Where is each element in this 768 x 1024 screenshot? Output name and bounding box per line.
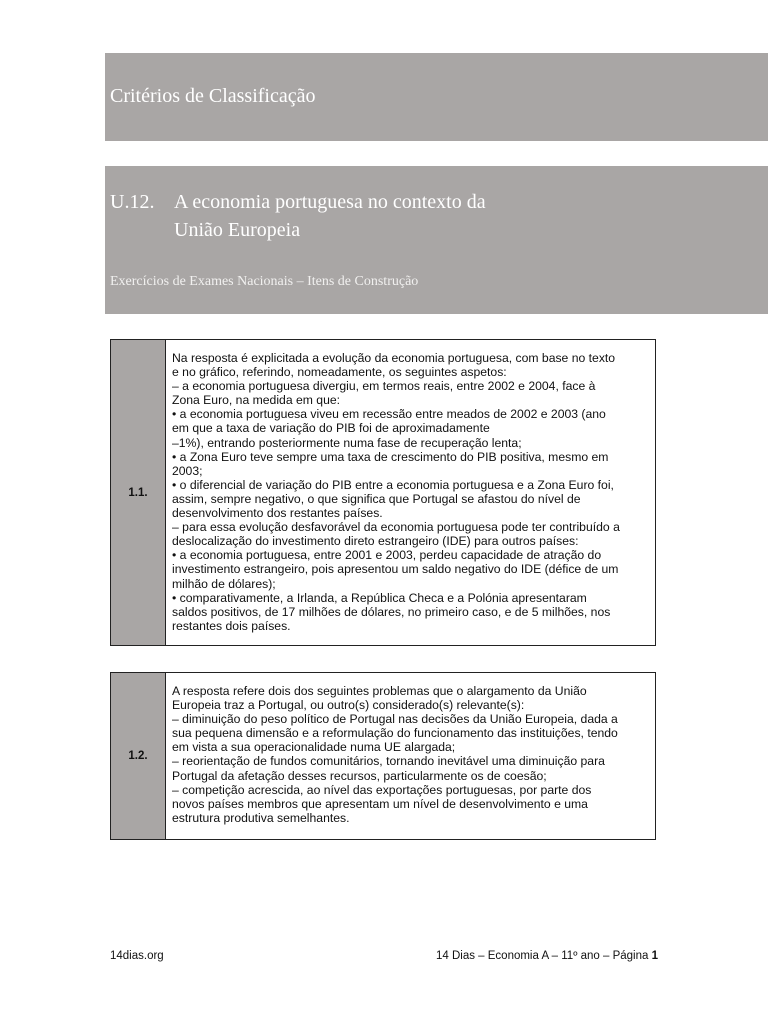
footer-site: 14dias.org: [110, 950, 164, 962]
unit-heading: [110, 185, 486, 219]
text-line: e no gráfico, referindo, nomeadamente, os seguintes aspetos:: [172, 365, 507, 380]
text-line: restantes dois países.: [172, 618, 291, 633]
text-line: • o diferencial de variação do PIB entre a economia portuguesa e a Zona Euro foi,: [172, 477, 614, 492]
text-line: • comparativamente, a Irlanda, a República Checa e a Polónia apresentaram: [172, 590, 587, 605]
text-line: desenvolvimento dos restantes países.: [172, 506, 383, 521]
item-text: [166, 340, 655, 645]
text-line: em vista a sua operacionalidade numa UE alargada;: [172, 740, 456, 755]
criteria-box-1-1: [110, 339, 656, 646]
text-line: Europeia traz a Portugal, ou outro(s) considerado(s) relevante(s):: [172, 698, 525, 713]
text-line: – para essa evolução desfavorável da economia portuguesa pode ter contribuído a: [172, 520, 620, 535]
text-line: • a Zona Euro teve sempre uma taxa de crescimento do PIB positiva, mesmo em: [172, 449, 609, 464]
text-line: Na resposta é explicitada a evolução da economia portuguesa, com base no texto: [172, 351, 616, 365]
unit-band: [105, 166, 768, 314]
page-title: Critérios de Classificação: [110, 85, 316, 107]
item-number: 1.1.: [111, 340, 166, 645]
text-line: sua pequena dimensão e a reformulação do funcionamento das instituições, tendo: [172, 726, 618, 741]
item-text: [166, 673, 655, 839]
text-line: investimento estrangeiro, pois apresentou um saldo negativo do IDE (défice de um: [172, 562, 619, 577]
text-line: estrutura produtiva semelhantes.: [172, 810, 350, 825]
text-line: em que a taxa de variação do PIB foi de aproximadamente: [172, 421, 490, 436]
text-line: milhão de dólares);: [172, 576, 276, 591]
header-band: [105, 53, 768, 141]
item-number: 1.2.: [111, 673, 166, 839]
text-line: deslocalização do investimento direto estrangeiro (IDE) para outros países:: [172, 534, 579, 549]
footer-page-number: 1: [651, 950, 658, 962]
text-line: A resposta refere dois dos seguintes problemas que o alargamento da União: [172, 684, 587, 698]
text-line: saldos positivos, de 17 milhões de dólares, no primeiro caso, e de 5 milhões, nos: [172, 604, 611, 619]
text-line: novos países membros que apresentam um nível de desenvolvimento e uma: [172, 796, 588, 811]
footer-page-info: [436, 950, 658, 962]
text-line: – reorientação de fundos comunitários, tornando inevitável uma diminuição para: [172, 754, 605, 769]
unit-title-line2: União Europeia: [174, 219, 301, 241]
criteria-box-1-2: [110, 672, 656, 840]
text-line: –1%), entrando posteriormente numa fase de recuperação lenta;: [172, 435, 522, 450]
text-line: Zona Euro, na medida em que:: [172, 393, 341, 408]
text-line: – diminuição do peso político de Portugal nas decisões da União Europeia, dada a: [172, 712, 618, 727]
unit-title-line1: A economia portuguesa no contexto da: [174, 191, 486, 213]
text-line: assim, sempre negativo, o que significa que Portugal se afastou do nível de: [172, 491, 581, 506]
unit-code: U.12.: [110, 191, 155, 213]
text-line: Portugal da afetação desses recursos, particularmente os de coesão;: [172, 768, 547, 783]
text-line: – competição acrescida, ao nível das exportações portuguesas, por parte dos: [172, 782, 592, 797]
text-line: • a economia portuguesa viveu em recessão entre meados de 2002 e 2003 (ano: [172, 407, 606, 422]
unit-subtitle: Exercícios de Exames Nacionais – Itens de Construção: [110, 274, 419, 289]
footer-course: 14 Dias – Economia A – 11º ano – Página: [435, 950, 649, 962]
text-line: • a economia portuguesa, entre 2001 e 2003, perdeu capacidade de atração do: [172, 548, 602, 563]
text-line: 2003;: [172, 463, 203, 478]
text-line: – a economia portuguesa divergiu, em termos reais, entre 2002 e 2004, face à: [172, 379, 596, 394]
